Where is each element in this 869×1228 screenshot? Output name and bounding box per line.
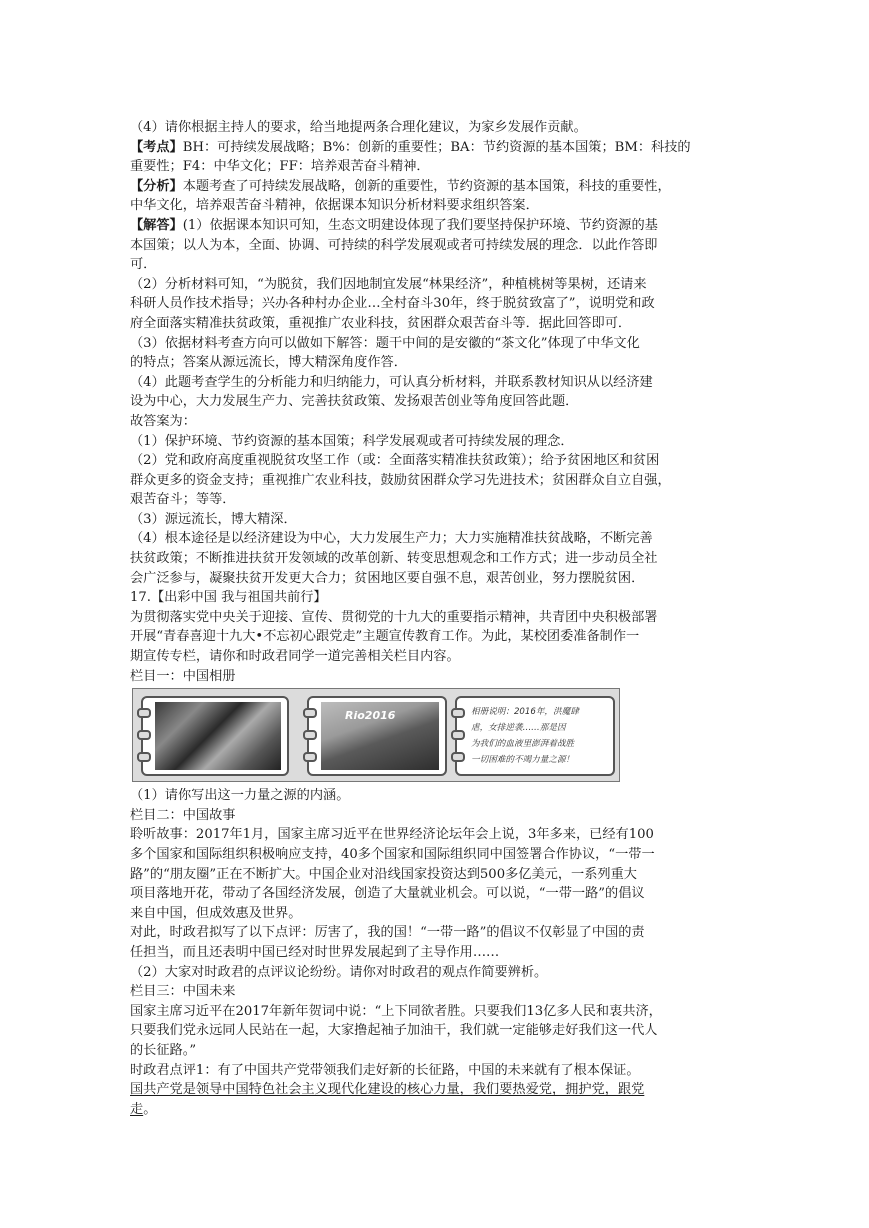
text-line: （3）依据材料考查方向可以做如下解答：题干中间的是安徽的“茶文化”体现了中华文化 bbox=[130, 335, 640, 351]
document-page bbox=[130, 118, 742, 1119]
caption-line: 为我们的血液里澎湃着战胜 bbox=[471, 739, 575, 750]
caption-line: 相册说明：2016年，洪魔肆 bbox=[471, 707, 579, 718]
text-line: 只要我们党永远同人民站在一起，大家撸起袖子加油干，我们就一定能够走好我们这一代人 bbox=[130, 1023, 658, 1039]
text-line: 国家主席习近平在2017年新年贺词中说：“上下同欲者胜。只要我们13亿多人民和衷共济， bbox=[130, 1003, 662, 1019]
text-line: 可． bbox=[130, 257, 157, 273]
text-line: （3）源远流长，博大精深． bbox=[130, 511, 297, 527]
answer-period: 。 bbox=[143, 1101, 157, 1117]
text-line: 时政君点评1：有了中国共产党带领我们走好新的长征路，中国的未来就有了根本保证。 bbox=[130, 1062, 640, 1078]
text-line: 会广泛参与，凝聚扶贫开发更大合力；贫困地区要自强不息，艰苦创业，努力摆脱贫困． bbox=[130, 570, 645, 586]
text-line: 的特点；答案从源远流长，博大精深角度作答． bbox=[130, 355, 407, 371]
text-line: 艰苦奋斗；等等． bbox=[130, 492, 236, 508]
question-section bbox=[130, 786, 742, 1080]
text-line: 任担当，而且还表明中国已经对时世界发展起到了主导作用…… bbox=[130, 944, 500, 960]
film-hole-icon bbox=[137, 730, 151, 740]
text-line: 【分析】本题考查了可持续发展战略，创新的重要性，节约资源的基本国策，科技的重要性， bbox=[130, 178, 671, 194]
underlined-answer-line bbox=[130, 1080, 742, 1100]
underlined-answer-line bbox=[130, 1100, 742, 1120]
caption-line: 虐，女排逆袭……那是因 bbox=[471, 723, 566, 734]
caption-line: 一切困难的不竭力量之源！ bbox=[471, 755, 575, 766]
text-line: 来自中国，但成效惠及世界。 bbox=[130, 905, 302, 921]
answer-section bbox=[130, 118, 742, 686]
answer-underline: 国共产党是领导中国特色社会主义现代化建设的核心力量，我们要热爱党，拥护党，跟党 bbox=[130, 1082, 645, 1098]
text-line: 为贯彻落实党中央关于迎接、宣传、贯彻党的十九大的重要指示精神，共青团中央积极部署 bbox=[130, 609, 658, 625]
album-caption-card bbox=[455, 696, 615, 776]
volleyball-team-image bbox=[321, 702, 439, 770]
text-line: 中华文化，培养艰苦奋斗精神，依据课本知识分析材料要求组织答案． bbox=[130, 198, 539, 214]
answer-underline: 走 bbox=[130, 1101, 144, 1117]
text-line: 多个国家和国际组织积极响应支持，40多个国家和国际组织同中国签署合作协议，“一带一 bbox=[130, 847, 655, 862]
film-hole-icon bbox=[303, 730, 317, 740]
text-line: 栏目二：中国故事 bbox=[130, 807, 236, 823]
text-line: 科研人员作技术指导；兴办各种村办企业…全村奋斗30年，终于脱贫致富了”，说明党和政 bbox=[130, 296, 655, 312]
text-line: 17.【出彩中国 我与祖国共前行】 bbox=[130, 590, 327, 606]
film-hole-icon bbox=[451, 708, 465, 718]
text-line: 栏目三：中国未来 bbox=[130, 984, 236, 1000]
text-line: （4）此题考查学生的分析能力和归纳能力，可认真分析材料，并联系教材知识从以经济建 bbox=[130, 374, 653, 390]
text-line: 路”的“朋友圈”正在不断扩大。中国企业对沿线国家投资达到500多亿美元，一系列重大 bbox=[130, 866, 637, 882]
text-line: （4）根本途径是以经济建设为中心，大力发展生产力；大力实施精准扶贫战略，不断完善 bbox=[130, 531, 653, 547]
text-line: 【考点】BH：可持续发展战略；B%：创新的重要性；BA：节约资源的基本国策；BM：科技的 bbox=[130, 139, 691, 155]
text-line: 扶贫政策；不断推进扶贫开发领域的改革创新、转变思想观念和工作方式；进一步动员全社 bbox=[130, 551, 658, 567]
album-photo-volleyball bbox=[307, 696, 447, 776]
film-hole-icon bbox=[451, 730, 465, 740]
film-hole-icon bbox=[137, 752, 151, 762]
film-hole-icon bbox=[303, 708, 317, 718]
film-hole-icon bbox=[137, 708, 151, 718]
rio-logo: Rio2016 bbox=[345, 709, 396, 723]
film-hole-icon bbox=[451, 752, 465, 762]
text-line: 对此，时政君拟写了以下点评：厉害了，我的国！“一带一路”的倡议不仅彰显了中国的责 bbox=[130, 925, 645, 941]
text-line: （1）保护环境、节约资源的基本国策；科学发展观或者可持续发展的理念． bbox=[130, 433, 574, 449]
text-line: 聆听故事：2017年1月，国家主席习近平在世界经济论坛年会上说，3年多来，已经有100 bbox=[130, 827, 654, 843]
photo-album-strip bbox=[132, 688, 620, 782]
text-line: 期宣传专栏，请你和时政君同学一道完善相关栏目内容。 bbox=[130, 649, 460, 665]
text-line: （2）党和政府高度重视脱贫攻坚工作（或：全面落实精准扶贫政策）；给予贫困地区和贫困 bbox=[130, 453, 660, 469]
text-line: （2）分析材料可知，“为脱贫，我们因地制宜发展“林果经济”，种植桃树等果树，还请来 bbox=[130, 276, 647, 292]
flood-rescue-image bbox=[155, 702, 281, 770]
text-line: （2）大家对时政君的点评议论纷纷。请你对时政君的观点作简要辨析。 bbox=[130, 964, 548, 980]
text-line: 【解答】(1）依据课本知识可知，生态文明建设体现了我们要坚持保护环境、节约资源的基 bbox=[130, 217, 658, 233]
text-line: 栏目一：中国相册 bbox=[130, 668, 236, 684]
text-line: （1）请你写出这一力量之源的内涵。 bbox=[130, 788, 350, 804]
album-photo-flood bbox=[141, 696, 289, 776]
album-caption bbox=[471, 704, 607, 768]
text-line: 重要性；F4：中华文化；FF：培养艰苦奋斗精神． bbox=[130, 159, 430, 175]
text-line: 本国策；以人为本，全面、协调、可持续的科学发展观或者可持续发展的理念．以此作答即 bbox=[130, 237, 658, 253]
text-line: 府全面落实精准扶贫政策，重视推广农业科技，贫困群众艰苦奋斗等．据此回答即可． bbox=[130, 315, 632, 331]
film-hole-icon bbox=[303, 752, 317, 762]
text-line: 项目落地开花，带动了各国经济发展，创造了大量就业机会。可以说，“一带一路”的倡议 bbox=[130, 886, 645, 902]
text-line: 群众更多的资金支持；重视推广农业科技，鼓励贫困群众学习先进技术；贫困群众自立自强， bbox=[130, 472, 671, 488]
text-line: 开展“青春喜迎十九大•不忘初心跟党走”主题宣传教育工作。为此，某校团委准备制作一 bbox=[130, 629, 640, 645]
text-line: （4）请你根据主持人的要求，给当地提两条合理化建议，为家乡发展作贡献。 bbox=[130, 120, 587, 135]
text-line: 设为中心，大力发展生产力、完善扶贫政策、发扬艰苦创业等角度回答此题． bbox=[130, 394, 579, 410]
text-line: 的长征路。” bbox=[130, 1042, 197, 1058]
text-line: 故答案为： bbox=[130, 413, 196, 429]
